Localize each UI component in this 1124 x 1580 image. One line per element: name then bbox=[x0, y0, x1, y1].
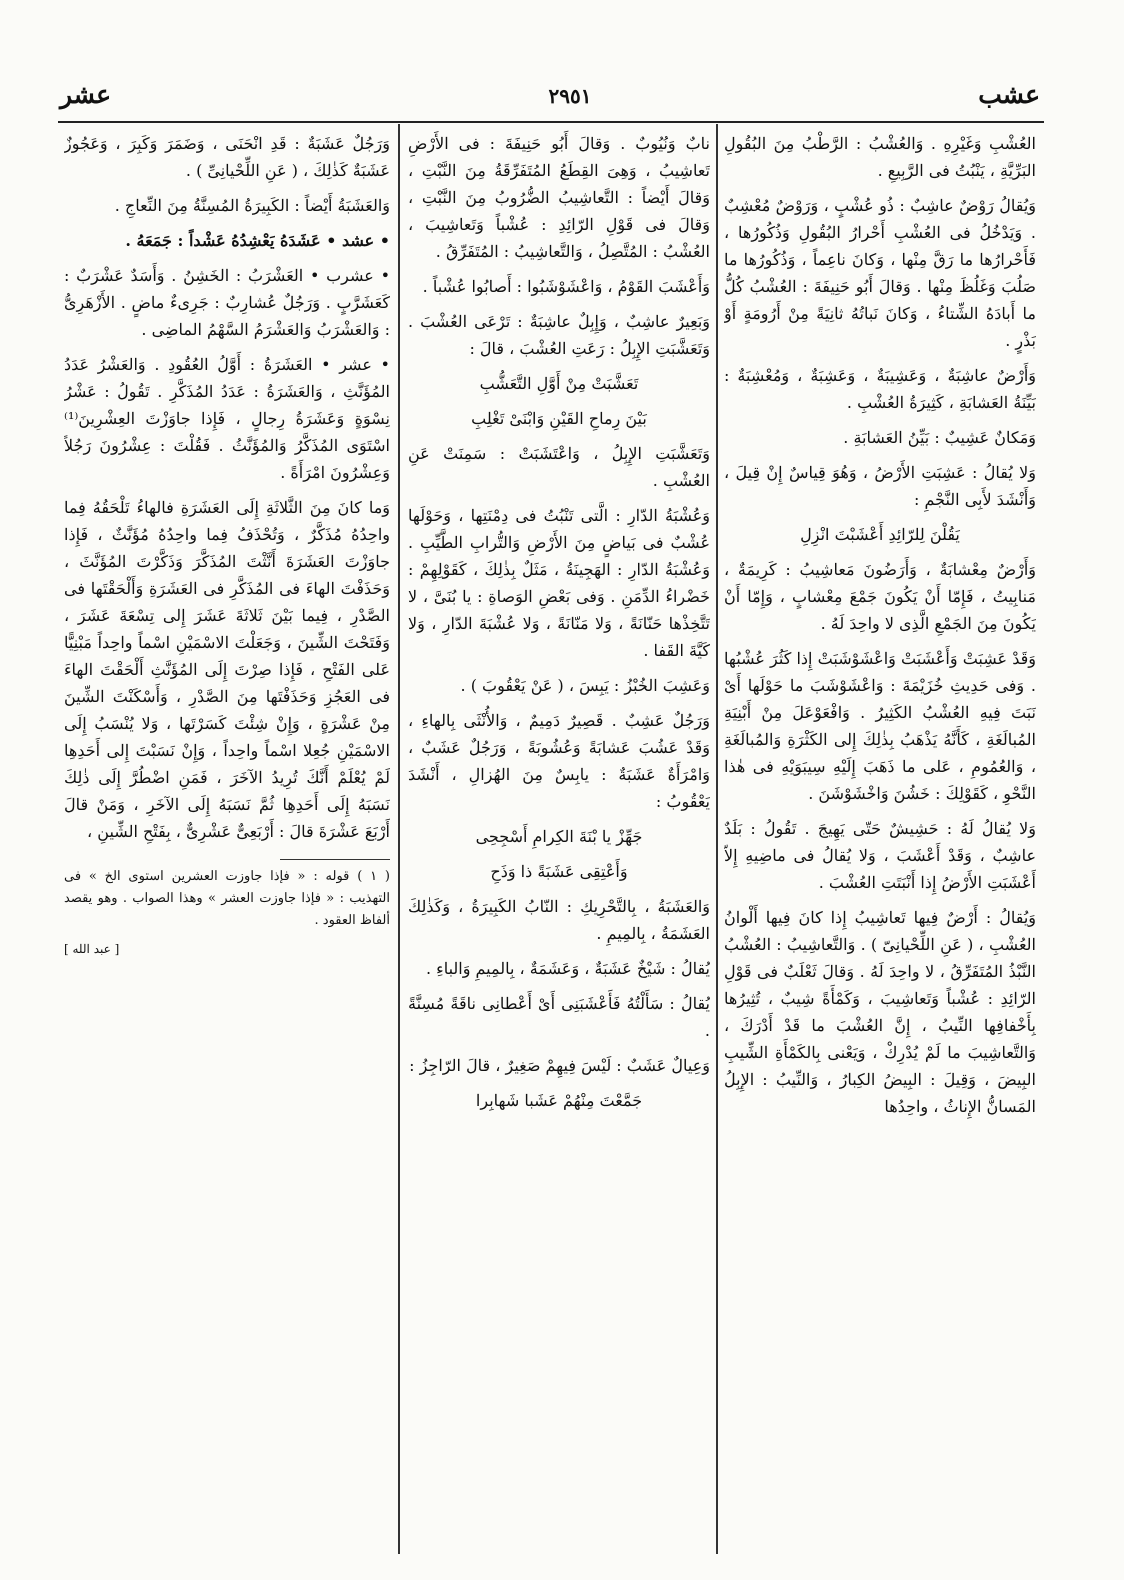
paragraph: وَقَدْ عَشِبَتْ وَأَعْشَبَتْ وَاعْشَوْشَبَتْ إِذا كَثُرَ عُشْبُها . وَفى حَدِيثِ خُزَيْمَةَ : وَاعْشَوْشَبَ ما حَوْلَها أَىْ نَبَتَ فِيهِ العُشْبُ الكَثِيرُ . وَافْعَوْعَلَ مِنْ أَبْنِيَةِ المُبالَغَةِ ، كَأَنَّهُ يَذْهَبُ بِذٰلِكَ إِلى الكَثْرَةِ وَالمُبالَغَةِ ، وَالعُمُومِ ، عَلى ما ذَهَبَ إِلَيْهِ سِيبَوَيْهِ فى هٰذا النَّحْوِ ، كَقَوْلِكَ : خَشُنَ وَاخْشَوْشَنَ . bbox=[724, 649, 1036, 803]
paragraph: يُقالُ : سَأَلْتُهُ فَأَعْشَبَنِى أَىْ أَعْطانِى ناقَةً مُسِنَّةً . bbox=[408, 994, 710, 1040]
paragraph: وَيُقالُ رَوْضٌ عاشِبٌ : ذُو عُشْبٍ ، وَرَوْضٌ مُعْشِبٌ . وَيَدْخُلُ فى العُشْبِ أَحْرارُ البُقُولِ وَذُكُورُها ، فَأَحْرارُها ما رَقَّ مِنْها ، وَكانَ ناعِماً ، وَذُكُورُها ما صَلُبَ وَغَلُظَ مِنْها . وَقالَ أَبُو حَنِيفَةَ : العُشْبُ كُلُّ ما أَبادَهُ الشِّتاءُ ، وَكانَ نَباتُهُ ثانِيَةً مِنْ أَرُومَةٍ أَوْ بَذْرٍ . bbox=[724, 196, 1036, 350]
running-head-left: عشر bbox=[60, 80, 112, 109]
entry-heading: • عشد • عَشَدَهُ يَعْشِدُهُ عَشْداً : جَمَعَهُ . bbox=[125, 231, 390, 250]
paragraph: وَالعَشَبَةُ ، بِالتَّحْرِيكِ : النّابُ الكَبِيرَةُ ، وَكَذٰلِكَ العَشَمَةُ ، بِالمِيمِ . bbox=[408, 897, 710, 943]
paragraph: وَتَعَشَّبَتِ الإِبِلُ ، وَاعْتَشَبَتْ : سَمِنَتْ عَنِ العُشْبِ . bbox=[408, 444, 710, 490]
paragraph: • عشر • العَشَرَةُ : أَوَّلُ العُقُودِ . وَالعَشْرُ عَدَدُ المُؤَنَّثِ ، وَالعَشَرَةُ : عَدَدُ المُذَكَّرِ . تَقُولُ : عَشْرُ نِسْوَةٍ وَعَشَرَةُ رِجالٍ ، فَإِذا جاوَزْتَ العِشْرِينَ⁽¹⁾ اسْتَوَى المُذَكَّرُ وَالمُؤَنَّثُ . فَقُلْتَ : عِشْرُونَ رَجُلاً وَعِشْرُونَ امْرَأَةً . bbox=[64, 355, 390, 482]
verse: جَمَّعْتَ مِنْهُمْ عَشَبا شَهابِرا bbox=[475, 1091, 643, 1110]
paragraph: يُقالُ : شَيْخٌ عَشَبَةٌ ، وَعَشَمَةٌ ، بِالمِيمِ وَالباءِ . bbox=[426, 959, 710, 978]
paragraph: وَلا يُقالُ لَهُ : حَشِيشٌ حَتّى يَهِيجَ . تَقُولُ : بَلَدٌ عاشِبٌ ، وَقَدْ أَعْشَبَ ، وَلا يُقالُ فى ماضِيهِ إِلاّ أَعْشَبَتِ الأَرْضُ إِذا أَنْبَتَتِ العُشْبَ . bbox=[724, 819, 1036, 892]
verse: جَهِّزْ يا بْنَةَ الكِرامِ أَسْجِحِى bbox=[475, 827, 643, 846]
paragraph: • عشرب • العَشْرَبُ : الخَشِنُ . وَأَسَدٌ عَشْرَبٌ : كَعَشَرَّبٍ . وَرَجُلٌ عُشارِبٌ : جَرِىءٌ ماضٍ . الأَزْهَرِىُّ : وَالعَشْرَبُ وَالعَشْرَمُ السَّهْمُ الماضِى . bbox=[64, 266, 390, 339]
footnote-signature: [ عبد الله ] bbox=[64, 942, 120, 956]
column-divider bbox=[398, 124, 400, 1554]
paragraph: وَأَعْشَبَ القَوْمُ ، وَاعْشَوْشَبُوا : أَصابُوا عُشْباً . bbox=[422, 277, 710, 296]
running-head-right: عشب bbox=[978, 80, 1040, 109]
paragraph: وَبَعِيرٌ عاشِبٌ ، وَإِبِلٌ عاشِبَةٌ : تَرْعَى العُشْبَ . وَتَعَشَّبَتِ الإِبِلُ : رَعَتِ العُشْبَ ، قالَ : bbox=[408, 312, 710, 358]
verse: بَيْنَ رِماحِ القَيْنِ وَابْنَىْ تَغْلِبِ bbox=[471, 409, 647, 428]
paragraph: نابٌ وَنُيُوبٌ . وَقالَ أَبُو حَنِيفَةَ : فى الأَرْضِ تَعاشِيبُ ، وَهِىَ القِطَعُ المُتَفَرِّقَةُ مِنَ النَّبْتِ ، وَقالَ أَيْضاً : التَّعاشِيبُ الضُّرُوبُ مِنَ النَّبْتِ ، وَقالَ فى قَوْلِ الرّائِدِ : عُشْباً وَتَعاشِيبَ ، العُشْبُ : المُتَّصِلُ ، وَالتَّعاشِيبُ : المُتَفَرِّقُ . bbox=[408, 134, 710, 261]
page-number: ٢٩٥١ bbox=[548, 84, 592, 108]
paragraph: وَأَرْضٌ مِعْشابَةٌ ، وَأَرَضُونَ مَعاشِيبُ : كَرِيمَةٌ ، مَنابِيتُ ، فَإِمّا أَنْ يَكُونَ جَمْعَ مِعْشابٍ ، وَإِمّا أَنْ يَكُونَ مِنَ الجَمْعِ الَّذِى لا واحِدَ لَهُ . bbox=[724, 560, 1036, 633]
paragraph: وَأَرْضٌ عاشِبَةٌ ، وَعَشِيبَةٌ ، وَعَشِبَةٌ ، وَمُعْشِبَةٌ : بَيِّنَةُ العَشابَةِ ، كَثِيرَةُ العُشْبِ . bbox=[724, 366, 1036, 412]
column-middle bbox=[408, 130, 710, 1550]
paragraph: وَرَجُلٌ عَشَبَةٌ : قَدِ انْحَنَى ، وَضَمَرَ وَكَبِرَ ، وَعَجُوزٌ عَشَبَةٌ كَذٰلِكَ ، ( عَنِ اللِّحْيانِىِّ ) . bbox=[64, 134, 390, 180]
column-divider bbox=[716, 124, 718, 1554]
footnote-rule bbox=[280, 859, 390, 860]
column-right bbox=[724, 130, 1036, 1550]
paragraph: وَعِيالٌ عَشَبٌ : لَيْسَ فِيهِمْ صَغِيرٌ ، قالَ الرّاجِزُ : bbox=[409, 1056, 710, 1075]
paragraph: وَعُشْبَةُ الدّارِ : الَّتى تَنْبُتُ فى دِمْنَتِها ، وَحَوْلَها عُشْبٌ فى بَياضٍ مِنَ الأَرْضِ وَالتُّرابِ الطَّيِّبِ . وَعُشْبَةُ الدّارِ : الهَجِينَةُ ، مَثَلٌ بِذٰلِكَ ، كَقَوْلِهِمْ : خَضْراءُ الدِّمَنِ . وَفى بَعْضِ الوَصاةِ : يا بُنَىَّ ، لا تَتَّخِذْها حَنّانَةً ، وَلا مَنّانَةً ، وَلا عُشْبَةَ الدّارِ ، وَلا كَيَّةَ القَفا . bbox=[408, 506, 710, 660]
column-left bbox=[64, 130, 390, 1550]
header-rule bbox=[58, 121, 1044, 123]
footnote-text: ( ١ ) قوله : « فإذا جاوزت العشرين استوى الخ » فى التهذيب : « فإذا جاوزت العشر » وهذا الصواب . وهو يقصد ألفاظ العقود . bbox=[64, 869, 390, 928]
verse: وَأَعْتِقِى عَشَبَةً ذا وَذَحِ bbox=[490, 862, 628, 881]
paragraph: وَرَجُلٌ عَشِبٌ . قَصِيرٌ دَمِيمٌ ، وَالأُنْثَى بِالهاءِ ، وَقَدْ عَشُبَ عَشابَةً وَعُشُوبَةً ، وَرَجُلٌ عَشَبٌ ، وَامْرَأَةٌ عَشَبَةٌ : يابِسٌ مِنَ الهُزالِ ، أَنْشَدَ يَعْقُوبُ : bbox=[408, 711, 710, 811]
paragraph: وَمَكانٌ عَشِيبٌ : بَيِّنُ العَشابَةِ . bbox=[843, 428, 1036, 447]
footnote bbox=[64, 866, 390, 963]
verse: يَقُلْنَ لِلرّائِدِ أَعْشَبْتَ انْزِلِ bbox=[800, 525, 960, 544]
paragraph: وَما كانَ مِنَ الثَّلاثَةِ إِلَى العَشَرَةِ فالهاءُ تَلْحَقُهُ فِما واحِدُهُ مُذَكَّرٌ ، وَتُحْذَفُ فِما واحِدُهُ مُؤَنَّثٌ ، فَإِذا جاوَزْتَ العَشَرَةَ أَنَّثْتَ المُذَكَّرَ وَذَكَّرْتَ المُؤَنَّثَ ، وَحَذَفْتَ الهاءَ فى المُذَكَّرِ فى العَشَرَةِ وَأَلْحَقْتَها فى الصَّدْرِ ، فِيما بَيْنَ ثَلاثَةَ عَشَرَ إِلى تِسْعَةَ عَشَرَ ، وَفَتَحْتَ الشِّينَ ، وَجَعَلْتَ الاسْمَيْنِ اسْماً واحِداً مَبْنِيًّا عَلى الفَتْحِ ، فَإِذا صِرْتَ إِلَى المُؤَنَّثِ أَلْحَقْتَ الهاءَ فى العَجُزِ وَحَذَفْتَها مِنَ الصَّدْرِ ، وَأَسْكَنْتَ الشِّينَ مِنْ عَشْرَةٍ ، وَإِنْ شِئْتَ كَسَرْتَها ، وَلا يُنْسَبُ إِلَى الاسْمَيْنِ جُعِلا اسْماً واحِداً ، وَإِنْ نَسَبْتَ إِلى أَحَدِهِا لَمْ يُعْلَمْ أَنَّكَ تُرِيدُ الآخَرَ ، فَمَنِ اضْطُرَّ إِلَى ذٰلِكَ نَسَبَهُ إِلَى أَحَدِهِا ثُمَّ نَسَبَهُ إِلَى الآخَرِ ، وَمَنْ قالَ أَرْبَعَ عَشْرَةَ قالَ : أَرْبَعِىٌّ عَشْرِىٌّ ، بِفَتْحِ الشِّينِ ، bbox=[64, 498, 390, 841]
paragraph: وَالعَشَبَةُ أَيْضاً : الكَبِيرَةُ المُسِنَّةُ مِنَ النِّعاجِ . bbox=[114, 196, 390, 215]
paragraph: وَعَشِبَ الخُبْزُ : يَبِسَ ، ( عَنْ يَعْقُوبَ ) . bbox=[460, 676, 710, 695]
paragraph: وَيُقالُ : أَرْضٌ فِيها تَعاشِيبُ إِذا كانَ فِيها أَلْوانُ العُشْبِ ، ( عَنِ اللِّحْيانِىّ ) . وَالتَّعاشِيبُ : العُشْبُ النَّبْذُ المُتَفَرِّقُ ، لا واحِدَ لَهُ . وَقالَ ثَعْلَبٌ فى قَوْلِ الرّائِدِ : عُشْباً وَتَعاشِيبَ ، وَكَمْأَةً شِيبٌ ، تُثِيرُها بِأَخْفافِها النِّيبُ ، إِنَّ العُشْبَ ما قَدْ أَدْرَكَ ، وَالتَّعاشِيبَ ما لَمْ يُدْرِكْ ، وَيَعْنى بِالكَمْأَةِ الشِّيبِ البِيضَ ، وَقِيلَ : البِيضُ الكِبارُ ، وَالنِّيبُ : الإِبِلُ المَسانُّ الإِناثُ ، واحِدُها bbox=[724, 908, 1036, 1116]
verse: تَعَشَّبَتْ مِنْ أَوَّلِ التَّعَشُّبِ bbox=[479, 374, 639, 393]
paragraph: العُشْبِ وَغَيْرِهِ . وَالعُشْبُ : الرَّطْبُ مِنَ البُقُولِ البَرِّيَّةِ ، يَنْبُتُ فى الرَّبِيعِ . bbox=[724, 134, 1036, 180]
paragraph: وَلا يُقالُ : عَشِبَتِ الأَرْضُ ، وَهُوَ قِياسٌ إِنْ قِيلَ ، وَأَنْشَدَ لأَبِى النَّجْمِ : bbox=[724, 463, 1036, 509]
page-header bbox=[60, 70, 1040, 120]
